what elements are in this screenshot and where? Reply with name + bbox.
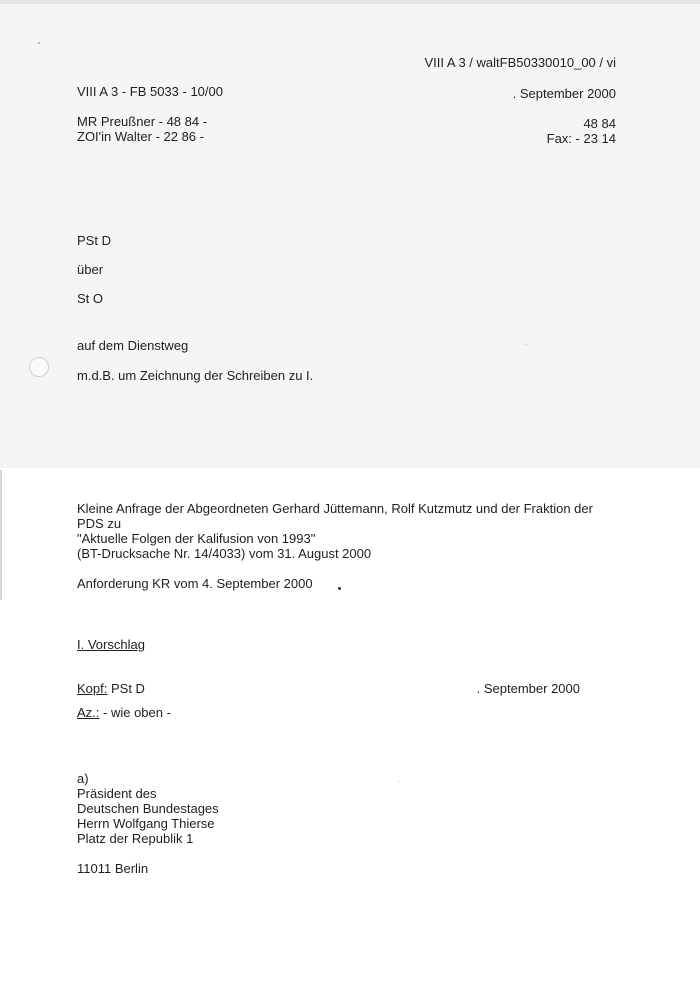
- routing-secretary: St O: [77, 291, 104, 306]
- punch-hole-icon: [29, 357, 49, 377]
- address-city: 11011 Berlin: [77, 861, 149, 876]
- request-line: Anforderung KR vom 4. September 2000: [77, 576, 313, 591]
- author-line-2: ZOI'in Walter - 22 86 -: [77, 129, 204, 144]
- ink-dot: [338, 587, 341, 590]
- kopf-line: [77, 681, 145, 697]
- az-value: - wie oben -: [99, 705, 171, 720]
- address-line-3: Herrn Wolfgang Thierse: [77, 816, 215, 831]
- page-top-edge: [0, 0, 700, 4]
- header-date: . September 2000: [512, 86, 616, 101]
- subject-line-3: "Aktuelle Folgen der Kalifusion von 1993": [77, 531, 316, 546]
- address-line-2: Deutschen Bundestages: [77, 801, 219, 816]
- address-marker: a): [77, 771, 89, 786]
- phone-extension: 48 84: [583, 116, 616, 131]
- proposal-heading: I. Vorschlag: [77, 637, 145, 652]
- address-line-4: Platz der Republik 1: [77, 831, 194, 846]
- routing-channel: auf dem Dienstweg: [77, 338, 189, 353]
- routing-recipient: PSt D: [77, 233, 111, 248]
- az-label: Az.:: [77, 705, 100, 720]
- file-reference: VIII A 3 / waltFB50330010_00 / vi: [424, 55, 616, 70]
- subject-line-4: (BT-Drucksache Nr. 14/4033) vom 31. August 2000: [77, 546, 372, 561]
- file-number: VIII A 3 - FB 5033 - 10/00: [77, 84, 223, 99]
- az-line: [77, 705, 171, 721]
- routing-request: m.d.B. um Zeichnung der Schreiben zu I.: [77, 368, 314, 383]
- fax-extension: Fax: - 23 14: [546, 131, 616, 146]
- address-line-1: Präsident des: [77, 786, 157, 801]
- subject-line-2: PDS zu: [77, 516, 122, 531]
- kopf-value: PSt D: [107, 681, 145, 696]
- subject-line-1: Kleine Anfrage der Abgeordneten Gerhard Jüttemann, Rolf Kutzmutz und der Fraktion der: [77, 501, 593, 516]
- proposal-date: . September 2000: [476, 681, 580, 696]
- author-line-1: MR Preußner - 48 84 -: [77, 114, 208, 129]
- kopf-label: Kopf:: [77, 681, 108, 696]
- scan-speck: [38, 42, 40, 44]
- scan-speck: [398, 781, 399, 782]
- scan-speck: [526, 344, 527, 345]
- page-left-edge-shadow: [0, 470, 2, 600]
- routing-via: über: [77, 262, 104, 277]
